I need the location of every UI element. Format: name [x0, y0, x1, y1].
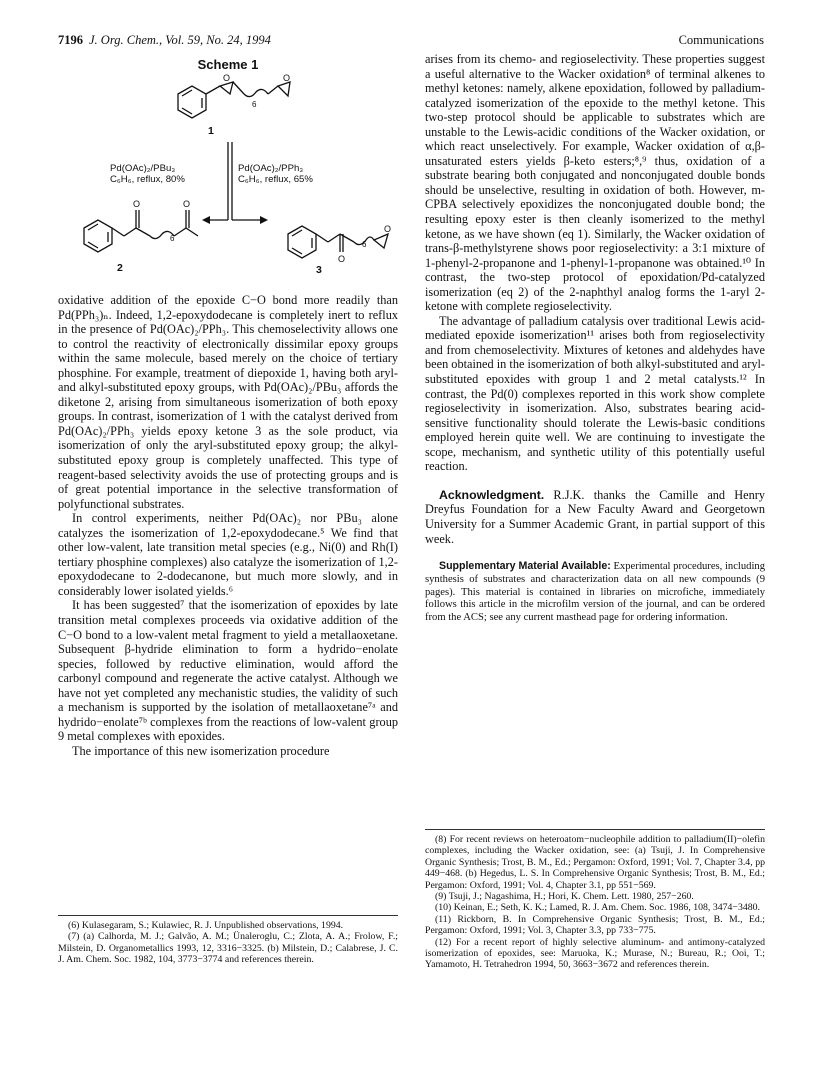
compound-3-label: 3: [316, 264, 322, 276]
conditions-left: Pd(OAc)₂/PBu₃ C₆H₆, reflux, 80%: [110, 163, 185, 185]
acknowledgment-heading: Acknowledgment.: [439, 487, 545, 502]
benzene-ring-1: [178, 86, 206, 118]
epoxide-oxygen-label: O: [283, 73, 291, 83]
right-footnotes: [425, 834, 765, 971]
compound-2-label: 2: [117, 262, 123, 274]
footnote: (6) Kulasegaram, S.; Kulawiec, R. J. Unpublished observations, 1994.: [68, 920, 344, 931]
chain-subscript: 6: [252, 100, 257, 109]
page-number: 7196: [58, 33, 83, 47]
chain-bracket: [244, 89, 268, 96]
footnote: (11) Rickborn, B. In Comprehensive Organic Synthesis; Trost, B. M., Ed.; Pergamon: Oxford, 1991; Vol. 3, Chapter 3.3, pp 733−775.: [425, 913, 765, 937]
compound-1-label: 1: [208, 125, 214, 137]
acknowledgment: [425, 488, 765, 546]
footnote: (10) Keinan, E.; Seth, K. K.; Lamed, R. J. Am. Chem. Soc. 1986, 108, 3474−3480.: [435, 902, 760, 914]
body-paragraph: oxidative addition of the epoxide C−O bond more readily than Pd(PPh₃)ₙ. Indeed, 1,2-epoxydodecane is completely inert to reflux in the presence of Pd(OAc)₂/PPh₃. This chemoselectivity allows one to control the reactivity of electronically dissimilar epoxy groups within the same molecule, based merely on the choice of tertiary phosphine. For example, treatment of diepoxide 1, having both aryl- and alkyl-substituted epoxy groups, with Pd(OAc)₂/PBu₃ affords the diketone 2, arising from simultaneous isomerization of both epoxy groups. In contrast, isomerization of 1 with the catalyst derived from Pd(OAc)₂/PPh₃ yields epoxy ketone 3 as the sole product, via isomerization of only the aryl-substituted epoxy group; the alkyl-substituted epoxy group is completely unaffected. This type of reagent-based selectivity avoids the use of protecting groups and is of great potential importance in the selective transformation of polyfunctional substrates.: [58, 293, 398, 511]
supplementary-heading: Supplementary Material Available:: [439, 560, 611, 573]
footnote: (9) Tsuji, J.; Nagashima, H.; Hori, K. Chem. Lett. 1980, 257−260.: [435, 891, 694, 903]
scheme-title: Scheme 1: [197, 57, 259, 72]
alkyl-epoxide-ring: [278, 82, 290, 96]
conditions-right: Pd(OAc)₂/PPh₃ C₆H₆, reflux, 65%: [238, 163, 313, 185]
footnote: (8) For recent reviews on heteroatom−nucleophile addition to palladium(II)−olefin complexes, including the Wacker oxidation, see: (a) Tsuji, J. In Comprehensive Organic Synthesis; Trost, B. M., Ed.; Pergamon: Oxford, 1991; Vol. 7, Chapter 3.4, pp 449−468. (b) Hegedus, L. S. In Comprehensive Organic Synthesis; Trost, B. M., Ed.; Pergamon: Oxford, 1991; Vol. 4, Chapter 3.1, pp 551−569.: [425, 834, 765, 891]
left-footnotes: [58, 920, 398, 966]
aryl-epoxide-ring: [220, 82, 233, 94]
left-column: [58, 293, 398, 759]
supplementary-material: [425, 560, 765, 625]
running-header: [58, 33, 271, 48]
benzene-ring-3: [288, 226, 316, 258]
benzene-ring-2: [84, 220, 112, 252]
body-paragraph: The advantage of palladium catalysis over traditional Lewis acid-mediated epoxide isomerization¹¹ arises both from regioselectivity and from chemoselectivity. Mixtures of ketones and aldehydes have been obtained in the isomerization of both alkyl-substituted and aryl-substituted epoxides with group 1 and 2 metal catalysts.¹² In contrast, the Pd(0) complexes reported in this work show complete regioselectivity in isomerization. Also, substrates bearing acid-sensitive functionality should tolerate the Lewis-basic conditions employed herein quite well. We are continuing to investigate the scope, mechanism, and synthetic utility of this potentially useful reaction.: [425, 313, 765, 474]
footnote: (7) (a) Calhorda, M. J.; Galvão, A. M.; Ünaleroglu, C.; Zlota, A. A.; Frolow, F.; Milstein, D. Organometallics 1993, 12, 3316−3325. (b) Milstein, D.; Calabrese, J. C. J. Am. Chem. Soc. 1982, 104, 3773−3774 and references therein.: [58, 931, 398, 966]
body-paragraph: The importance of this new isomerization procedure: [72, 743, 330, 758]
right-column: [425, 52, 765, 625]
section-label: Communications: [678, 33, 764, 47]
body-paragraph: arises from its chemo- and regioselectivity. These properties suggest a useful alternative to the Wacker oxidation⁸ of terminal alkenes to methyl ketones: namely, alkene epoxidation, followed by palladium-catalyzed isomerization of the epoxide to the methyl ketone. This two-step protocol should be applicable to substrates which are unstable to the Lewis-acidic conditions of the Wacker oxidation, or which react unselectively. For example, Wacker oxidation of α,β-unsaturated esters yields β-keto esters;⁸,⁹ thus, oxidation of a substrate bearing both conjugated and nonconjugated double bonds should be unselective, resulting in oxidation of both. However, m-CPBA selectively epoxidizes the nonconjugated double bond; the resulting epoxy ester is then cleanly isomerized to the methyl ketone, as we have shown (eq 1). Similarly, the Wacker oxidation of trans-β-methylstyrene shows poor regioselectivity: a 3:1 mixture of 1-phenyl-2-propanone and 1-phenyl-1-propanone was obtained.¹⁰ In contrast, the two-step protocol of epoxidation/Pd-catalyzed isomerization (eq 2) of the 2-naphthyl analog forms the 1-aryl 2-ketone with complete regioselectivity.: [425, 52, 765, 314]
supplementary-text: Experimental procedures, including synthesis of substrates and characterization data on all new compounds (9 pages). This material is contained in libraries on microfiche, immediately follows this article in the microfilm version of the journal, and can be ordered from the ACS; see any current masthead page for ordering information.: [425, 561, 765, 624]
body-paragraph: In control experiments, neither Pd(OAc)₂ nor PBu₃ alone catalyzes the isomerization of 1,2-epoxydodecane.⁵ We find that other low-valent, late transition metal species (e.g., Ni(0) and Rh(I) tertiary phosphine complexes) also catalyze the isomerization of 1,2-epoxydodecane to 2-dodecanone, but much more slowly, and in considerably lower isolated yields.⁶: [58, 511, 398, 598]
svg-text:O: O: [338, 254, 346, 264]
footnote-rule: [58, 915, 398, 916]
body-paragraph: It has been suggested⁷ that the isomerization of epoxides by late transition metal complexes proceeds via oxidative addition of the C−O bond to a low-valent metal fragment to yield a metallaoxetane. Subsequent β-hydride elimination to form a hydrido−enolate species, followed by reductive elimination, would afford the carbonyl compound and regenerate the active catalyst. Although we have not yet completed any mechanistic studies, the validity of such a mechanism is supported by the isolation of metallaoxetane⁷ᵃ and hydrido−enolate⁷ᵇ complexes from the reactions of low-valent group 9 metal complexes with epoxides.: [58, 598, 398, 744]
svg-text:O: O: [384, 224, 392, 234]
scheme-1-structures: [58, 52, 398, 292]
chain-subscript: 6: [362, 240, 367, 249]
journal-citation: J. Org. Chem., Vol. 59, No. 24, 1994: [89, 33, 271, 47]
acknowledgment-text: R.J.K. thanks the Camille and Henry Dreyfus Foundation for a New Faculty Award and Georgetown University for a Summer Academic Grant, in partial support of this week.: [425, 487, 765, 546]
footnote: (12) For a recent report of highly selective aluminum- and antimony-catalyzed isomerization of epoxides, see: Maruoka, K.; Murase, N.; Bureau, R.; Ooi, T.; Yamamoto, H. Tetrahedron 1994, 50, 3663−3672 and references therein.: [425, 936, 765, 971]
footnote-rule: [425, 829, 765, 830]
svg-text:O: O: [183, 199, 191, 209]
chain-subscript: 6: [170, 234, 175, 243]
epoxide-oxygen-label: O: [223, 73, 231, 83]
svg-text:O: O: [133, 199, 141, 209]
aryl-epoxide-bond: [206, 86, 220, 94]
